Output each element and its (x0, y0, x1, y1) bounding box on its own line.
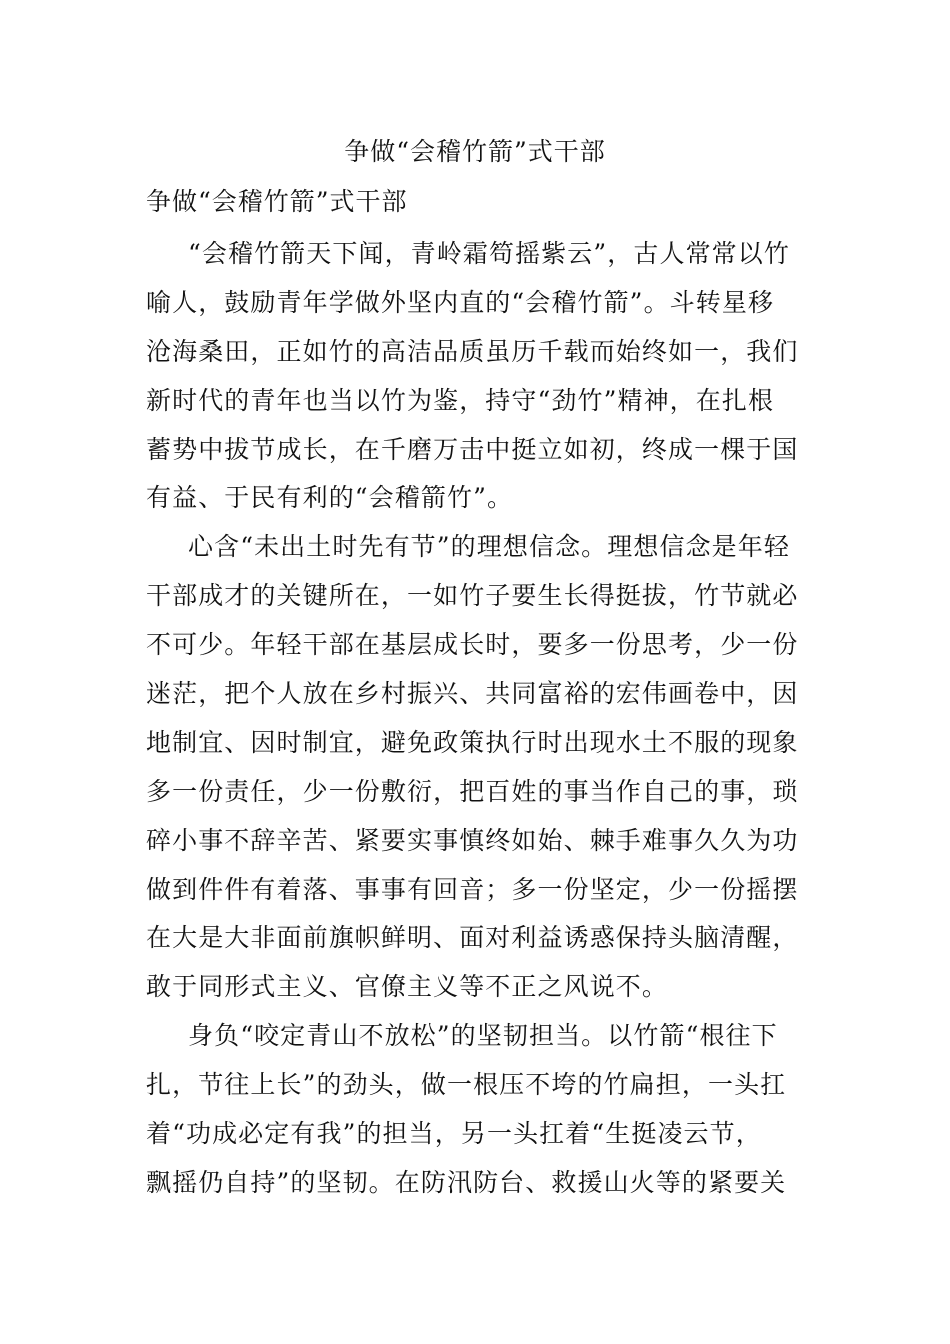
text-line: 做到件件有着落、事事有回音；多一份坚定，少一份摇摆 (146, 874, 799, 904)
document-body (146, 230, 808, 1208)
text-line: 多一份责任，少一份敷衍，把百姓的事当作自己的事，琐 (146, 776, 799, 806)
text-line: 心含“未出土时先有节”的理想信念。理想信念是年轻 (188, 532, 790, 562)
text-line: 敢于同形式主义、官僚主义等不正之风说不。 (146, 972, 669, 1002)
text-line: 着“功成必定有我”的担当，另一头扛着“生挺凌云节， (146, 1119, 762, 1149)
text-line: 扎，节往上长”的劲头，做一根压不垮的竹扁担，一头扛 (146, 1070, 787, 1100)
text-line: 干部成才的关键所在，一如竹子要生长得挺拔，竹节就必 (146, 581, 799, 611)
document-subtitle: 争做“会稽竹箭”式干部 (146, 187, 408, 216)
text-line: “会稽竹箭天下闻，青岭霜笱摇紫云”，古人常常以竹 (188, 239, 790, 268)
text-line: 地制宜、因时制宜，避免政策执行时出现水土不服的现象 (146, 727, 799, 757)
document-title: 争做“会稽竹箭”式干部 (344, 137, 606, 166)
text-line: 喻人，鼓励青年学做外坚内直的“会稽竹箭”。斗转星移 (146, 287, 775, 317)
text-line: 飘摇仍自持”的坚韧。在防汛防台、救援山火等的紧要关 (146, 1167, 787, 1197)
text-line: 新时代的青年也当以竹为鉴，持守“劲竹”精神，在扎根 (146, 385, 775, 415)
text-line: 有益、于民有利的“会稽箭竹”。 (146, 483, 514, 513)
text-line: 身负“咬定青山不放松”的坚韧担当。以竹箭“根往下 (188, 1021, 778, 1051)
text-line: 迷茫，把个人放在乡村振兴、共同富裕的宏伟画卷中，因 (146, 679, 799, 709)
text-line: 碎小事不辞辛苦、紧要实事慎终如始、棘手难事久久为功 (146, 825, 799, 855)
text-line: 蓄势中拔节成长，在千磨万击中挺立如初，终成一棵于国 (146, 434, 799, 464)
text-line: 沧海桑田，正如竹的高洁品质虽历千载而始终如一，我们 (146, 336, 799, 366)
text-line: 不可少。年轻干部在基层成长时，要多一份思考，少一份 (146, 630, 799, 660)
text-line: 在大是大非面前旗帜鲜明、面对利益诱惑保持头脑清醒， (146, 923, 799, 953)
